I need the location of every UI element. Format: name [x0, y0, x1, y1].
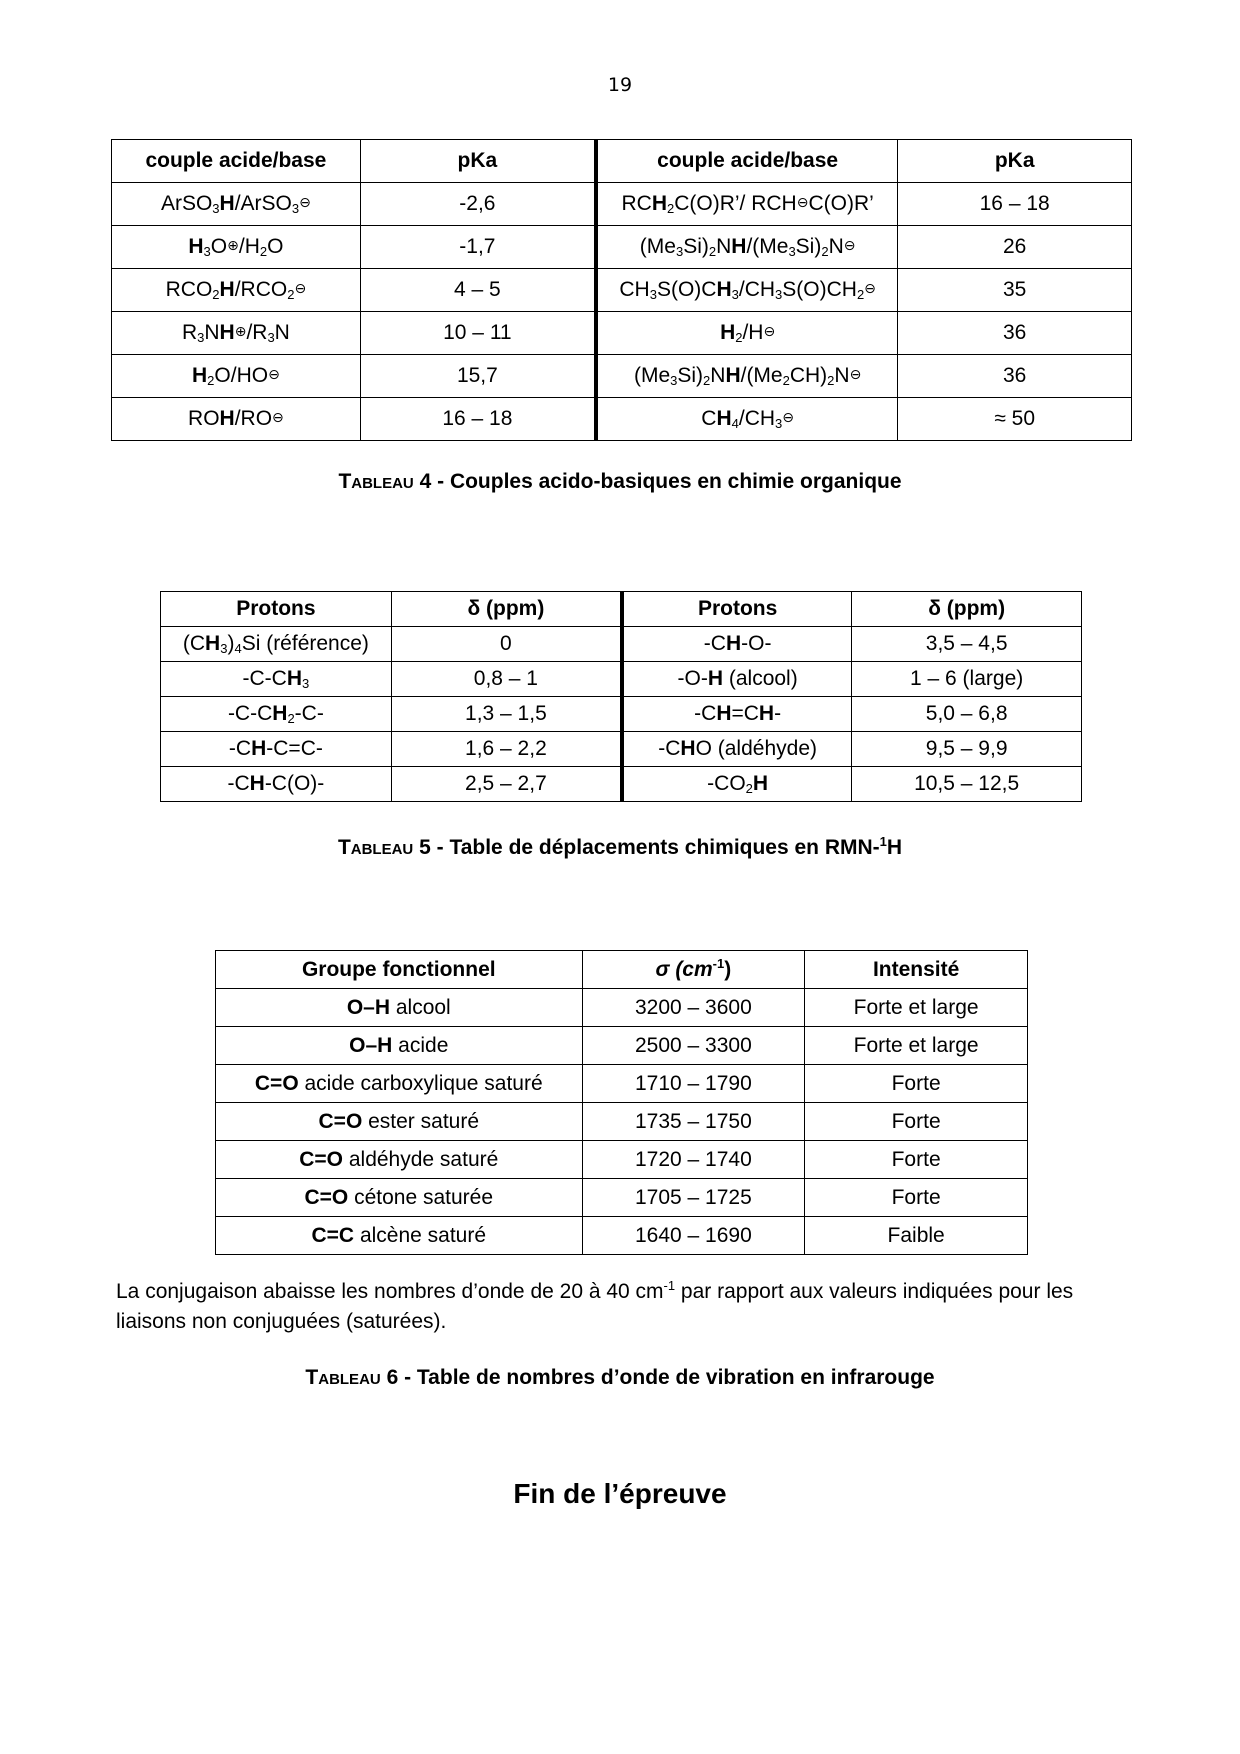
intensity-cell: Forte	[805, 1103, 1028, 1141]
table-row	[112, 312, 1132, 355]
couple-cell: $(Me_3Si)_2NH/(Me_3Si)_2N⊖$	[596, 226, 898, 269]
table-row	[216, 989, 1028, 1027]
pka-cell: -1,7	[360, 226, 596, 269]
table-row	[216, 1179, 1028, 1217]
delta-cell: 9,5 – 9,9	[852, 732, 1082, 767]
end-title: Fin de l’épreuve	[513, 1478, 727, 1509]
couple-cell: $RCO_2H/RCO_2⊖$	[112, 269, 361, 312]
couple-cell: $CH_3S(O)CH_3/CH_3S(O)CH_2⊖$	[596, 269, 898, 312]
table-row	[216, 1065, 1028, 1103]
sigma-cell: 1710 – 1790	[582, 1065, 805, 1103]
group-cell: C=O ester saturé	[216, 1103, 583, 1141]
table-row	[216, 1027, 1028, 1065]
sigma-cell: 1640 – 1690	[582, 1217, 805, 1255]
couple-cell: $(Me_3Si)_2NH/(Me_2CH)_2N⊖$	[596, 355, 898, 398]
group-cell: C=O acide carboxylique saturé	[216, 1065, 583, 1103]
sigma-cell: 2500 – 3300	[582, 1027, 805, 1065]
table-row	[112, 398, 1132, 441]
group-cell: C=O cétone saturée	[216, 1179, 583, 1217]
table-row	[161, 662, 1082, 697]
delta-cell: 5,0 – 6,8	[852, 697, 1082, 732]
table-row	[112, 183, 1132, 226]
header-delta: δ (ppm)	[391, 592, 622, 627]
table-row	[161, 697, 1082, 732]
page-number: 19	[607, 74, 633, 96]
table-row	[112, 226, 1132, 269]
table-row	[112, 355, 1132, 398]
conjugation-note: La conjugaison abaisse les nombres d’onde de 20 à 40 $cm^{-1}$ par rapport aux valeurs indiquées pour les liaisons non conjuguées (saturées).	[116, 1278, 1074, 1333]
delta-cell: 2,5 – 2,7	[391, 767, 622, 802]
pka-cell: 36	[898, 355, 1132, 398]
header-sigma: σ $(cm^{-1})$	[582, 951, 805, 989]
table-row	[216, 1141, 1028, 1179]
pka-cell: 16 – 18	[898, 183, 1132, 226]
sigma-cell: 3200 – 3600	[582, 989, 805, 1027]
sigma-cell: 1720 – 1740	[582, 1141, 805, 1179]
protons-cell: -CH-O-	[622, 627, 852, 662]
table-row	[161, 627, 1082, 662]
table-header-row	[112, 140, 1132, 183]
delta-cell: 1 – 6 (large)	[852, 662, 1082, 697]
group-cell: C=O aldéhyde saturé	[216, 1141, 583, 1179]
group-cell: C=C alcène saturé	[216, 1217, 583, 1255]
delta-cell: 1,6 – 2,2	[391, 732, 622, 767]
intensity-cell: Forte	[805, 1141, 1028, 1179]
intensity-cell: Forte	[805, 1065, 1028, 1103]
pka-cell: ≈ 50	[898, 398, 1132, 441]
couple-cell: $CH_4/CH_3⊖$	[596, 398, 898, 441]
protons-cell: -O-H (alcool)	[622, 662, 852, 697]
pka-cell: 36	[898, 312, 1132, 355]
protons-cell: -CH-C(O)-	[161, 767, 392, 802]
couple-cell: $H_3O\oplus/H_2O$	[112, 226, 361, 269]
protons-cell: $-C-CH_2-C-$	[161, 697, 392, 732]
couple-cell: $RCH_2C(O)R’/$ RCH⊖C(O)R’	[596, 183, 898, 226]
delta-cell: 0,8 – 1	[391, 662, 622, 697]
couple-cell: $H_2O/HO⊖$	[112, 355, 361, 398]
table-row	[216, 1103, 1028, 1141]
pka-cell: 15,7	[360, 355, 596, 398]
table-row	[161, 732, 1082, 767]
pka-cell: 16 – 18	[360, 398, 596, 441]
protons-cell: $-C-CH_3$	[161, 662, 392, 697]
table-header-row	[161, 592, 1082, 627]
pka-cell: 10 – 11	[360, 312, 596, 355]
header-pka: pKa	[360, 140, 596, 183]
protons-cell: -CH-C=C-	[161, 732, 392, 767]
table-row	[161, 767, 1082, 802]
tableau-4-acid-base-couples	[111, 139, 1132, 441]
intensity-cell: Faible	[805, 1217, 1028, 1255]
table-row	[112, 269, 1132, 312]
protons-cell: $(CH_3)_4Si$ (référence)	[161, 627, 392, 662]
header-couple: couple acide/base	[112, 140, 361, 183]
table-header-row	[216, 951, 1028, 989]
header-protons: Protons	[622, 592, 852, 627]
protons-cell: -CHO (aldéhyde)	[622, 732, 852, 767]
tableau-5-caption: Tableau 5 - Table de déplacements chimiques en RMN-$^1$H	[337, 834, 903, 859]
pka-cell: 35	[898, 269, 1132, 312]
sigma-cell: 1705 – 1725	[582, 1179, 805, 1217]
delta-cell: 3,5 – 4,5	[852, 627, 1082, 662]
delta-cell: 0	[391, 627, 622, 662]
tableau-4-caption: Tableau 4 - Couples acido-basiques en chimie organique	[338, 470, 902, 493]
tableau-6-ir-wavenumbers	[215, 950, 1028, 1255]
delta-cell: 10,5 – 12,5	[852, 767, 1082, 802]
header-protons: Protons	[161, 592, 392, 627]
group-cell: O–H acide	[216, 1027, 583, 1065]
header-delta: δ (ppm)	[852, 592, 1082, 627]
intensity-cell: Forte	[805, 1179, 1028, 1217]
couple-cell: ROH/RO⊖	[112, 398, 361, 441]
intensity-cell: Forte et large	[805, 989, 1028, 1027]
protons-cell: -CH=CH-	[622, 697, 852, 732]
header-pka: pKa	[898, 140, 1132, 183]
delta-cell: 1,3 – 1,5	[391, 697, 622, 732]
sigma-cell: 1735 – 1750	[582, 1103, 805, 1141]
tableau-6-caption: Tableau 6 - Table de nombres d’onde de vibration en infrarouge	[305, 1366, 935, 1389]
table-row	[216, 1217, 1028, 1255]
couple-cell: ArSO$_3$H/ArSO$_3$⊖	[112, 183, 361, 226]
protons-cell: $-CO_2H$	[622, 767, 852, 802]
couple-cell: $H_2/H⊖$	[596, 312, 898, 355]
header-intensite: Intensité	[805, 951, 1028, 989]
group-cell: O–H alcool	[216, 989, 583, 1027]
pka-cell: 4 – 5	[360, 269, 596, 312]
header-groupe: Groupe fonctionnel	[216, 951, 583, 989]
pka-cell: -2,6	[360, 183, 596, 226]
tableau-5-nmr-shifts	[160, 591, 1082, 802]
intensity-cell: Forte et large	[805, 1027, 1028, 1065]
header-couple: couple acide/base	[596, 140, 898, 183]
pka-cell: 26	[898, 226, 1132, 269]
couple-cell: $R_3NH\oplus/R_3N$	[112, 312, 361, 355]
